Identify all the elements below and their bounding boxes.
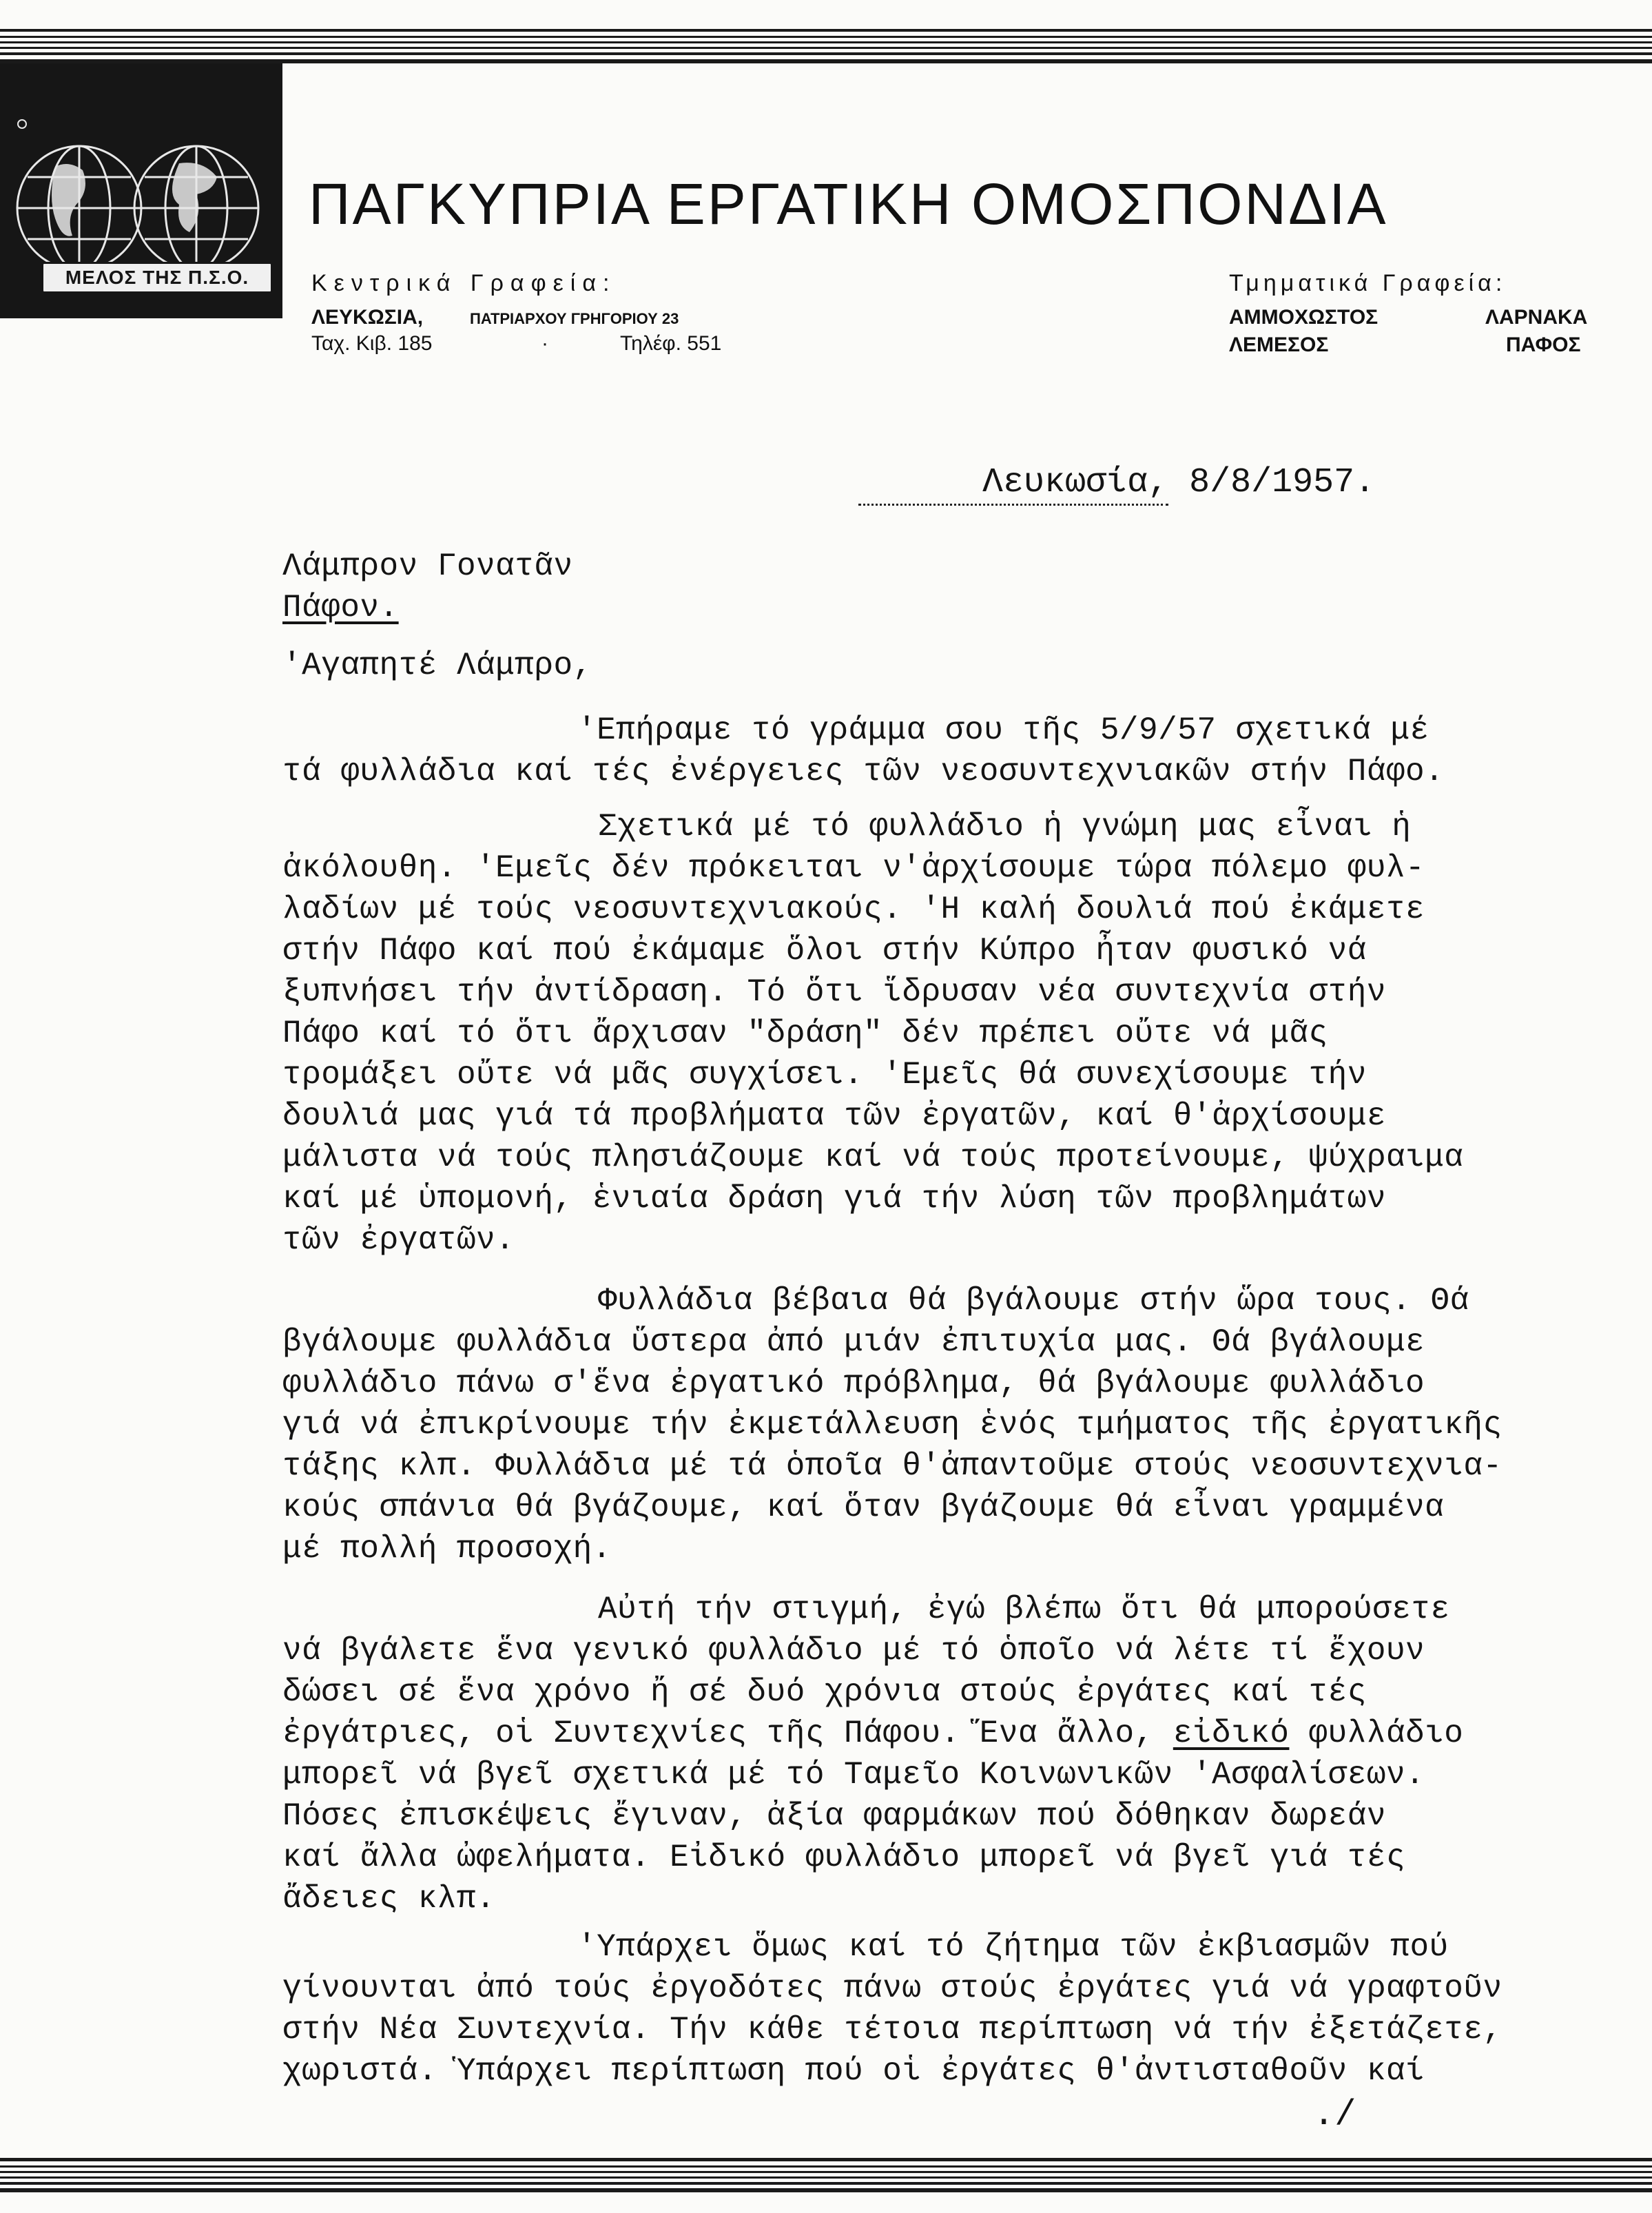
body-line: μέ πολλή προσοχή. — [282, 1531, 612, 1567]
logo-caption: ΜΕΛΟΣ ΤΗΣ Π.Σ.Ο. — [41, 262, 273, 294]
phone-number: Τηλέφ. 551 — [620, 332, 722, 355]
recipient-city: Πάφον. — [282, 590, 399, 626]
body-line: τάξης κλπ. Φυλλάδια μέ τά ὁποῖα θ'ἀπαντοῦμε στούς νεοσυντεχνια- — [282, 1448, 1503, 1484]
date-value: 8/8/1957. — [1189, 463, 1376, 502]
central-office-street: ΠΑΤΡΙΑΡΧΟΥ ΓΡΗΓΟΡΙΟΥ 23 — [470, 310, 679, 327]
body-line: βγάλουμε φυλλάδια ὕστερα ἀπό μιάν ἐπιτυχία μας. Θά βγάλουμε — [282, 1324, 1425, 1360]
body-line: μάλιστα νά τούς πλησιάζουμε καί νά τούς προτείνουμε, ψύχραιμα — [282, 1140, 1464, 1175]
branch-office-larnaka: ΛΑΡΝΑΚΑ — [1485, 306, 1588, 329]
header-separator: · — [541, 332, 548, 355]
body-line: νά βγάλετε ἕνα γενικό φυλλάδιο μέ τό ὁποῖο νά λέτε τί ἔχουν — [282, 1633, 1425, 1669]
central-office-city: ΛΕΥΚΩΣΙΑ, — [311, 306, 424, 329]
branch-offices-title: Τμηματικά Γραφεία: — [1229, 270, 1507, 296]
body-line: τά φυλλάδια καί τές ἐνέργειες τῶν νεοσυντεχνιακῶν στήν Πάφο. — [282, 754, 1445, 790]
body-line: ἄδειες κλπ. — [282, 1881, 496, 1917]
body-line: καί μέ ὑπομονή, ἑνιαία δράση γιά τήν λύση τῶν προβλημάτων — [282, 1181, 1386, 1217]
body-line: Πόσες ἐπισκέψεις ἔγιναν, ἀξία φαρμάκων πού δόθηκαν δωρεάν — [282, 1798, 1386, 1834]
body-line: γιά νά ἐπικρίνουμε τήν ἐκμετάλλευση ἑνός τμήματος τῆς ἐργατικῆς — [282, 1407, 1503, 1443]
body-line: Σχετικά μέ τό φυλλάδιο ἡ γνώμη μας εἶναι ἡ — [598, 809, 1412, 845]
body-line: τρομάξει οὔτε νά μᾶς συγχίσει. 'Εμεῖς θά συνεχίσουμε τήν — [282, 1057, 1367, 1093]
recipient-name: Λάμπρον Γονατᾶν — [282, 548, 573, 584]
body-line: στήν Νέα Συντεχνία. Τήν κάθε τέτοια περίπτωση νά τήν ἐξετάζετε, — [282, 2012, 1503, 2048]
body-line: καί ἄλλα ὠφελήματα. Εἰδικό φυλλάδιο μπορεῖ νά βγεῖ γιά τές — [282, 1840, 1406, 1875]
body-line: κούς σπάνια θά βγάζουμε, καί ὅταν βγάζουμε θά εἶναι γραμμένα — [282, 1490, 1445, 1525]
body-line: δουλιά μας γιά τά προβλήματα τῶν ἐργατῶν, καί θ'ἀρχίσουμε — [282, 1098, 1386, 1134]
body-line: στήν Πάφο καί πού ἐκάμαμε ὅλοι στήν Κύπρο ἦταν φυσικό νά — [282, 933, 1367, 969]
body-line: λαδίων μέ τούς νεοσυντεχνιακούς. 'Η καλή δουλιά πού ἐκάμετε — [282, 892, 1425, 927]
body-line: φυλλάδιο πάνω σ'ἕνα ἐργατικό πρόβλημα, θά βγάλουμε φυλλάδιο — [282, 1366, 1425, 1401]
body-line: ξυπνήσει τήν ἀντίδραση. Τό ὅτι ἵδρυσαν νέα συντεχνία στήν — [282, 974, 1386, 1010]
body-line: Φυλλάδια βέβαια θά βγάλουμε στήν ὥρα τους. Θά — [598, 1283, 1469, 1319]
body-line: ἀκόλουθη. 'Εμεῖς δέν πρόκειται ν'ἀρχίσουμε τώρα πόλεμο φυλ- — [282, 850, 1425, 886]
body-line: δώσει σέ ἕνα χρόνο ἤ σέ δυό χρόνια στούς ἐργάτες καί τές — [282, 1674, 1367, 1710]
underlined-word: εἰδικό — [1173, 1716, 1290, 1751]
central-offices-title: Κεντρικά Γραφεία: — [311, 270, 617, 296]
body-line: ἐργάτριες, οἱ Συντεχνίες τῆς Πάφου. Ἕνα ἄλλο, εἰδικό φυλλάδιο — [282, 1716, 1464, 1751]
salutation: 'Αγαπητέ Λάμπρο, — [282, 648, 592, 683]
body-line: τῶν ἐργατῶν. — [282, 1222, 515, 1258]
branch-office-ammochostos: ΑΜΜΟΧΩΣΤΟΣ — [1229, 306, 1379, 329]
date-place: Λευκωσία, — [858, 463, 1168, 506]
body-line: γίνουνται ἀπό τούς ἐργοδότες πάνω στούς ἐργάτες γιά νά γραφτοῦν — [282, 1970, 1503, 2006]
letter-date — [858, 463, 1375, 502]
body-line: 'Υπάρχει ὅμως καί τό ζήτημα τῶν ἐκβιασμῶν πού — [577, 1929, 1449, 1965]
continuation-mark: ./ — [1313, 2094, 1356, 2135]
po-box: Ταχ. Κιβ. 185 — [311, 332, 433, 355]
body-line: Πάφο καί τό ὅτι ἄρχισαν "δράση" δέν πρέπει οὔτε νά μᾶς — [282, 1016, 1328, 1051]
branch-office-pafos: ΠΑΦΟΣ — [1506, 333, 1581, 356]
organization-name: ΠΑΓΚΥΠΡΙΑ ΕΡΓΑΤΙΚΗ ΟΜΟΣΠΟΝΔΙΑ — [309, 172, 1388, 236]
body-line: μπορεῖ νά βγεῖ σχετικά μέ τό Ταμεῖο Κοινωνικῶν 'Ασφαλίσεων. — [282, 1757, 1425, 1793]
branch-office-lemesos: ΛΕΜΕΣΟΣ — [1229, 333, 1329, 356]
body-line: Αὐτή τήν στιγμή, ἐγώ βλέπω ὅτι θά μπορούσετε — [598, 1592, 1450, 1627]
body-line: 'Επήραμε τό γράμμα σου τῆς 5/9/57 σχετικά μέ — [577, 712, 1429, 748]
body-line: χωριστά. Ὑπάρχει περίπτωση πού οἱ ἐργάτες θ'ἀντισταθοῦν καί — [282, 2053, 1425, 2089]
